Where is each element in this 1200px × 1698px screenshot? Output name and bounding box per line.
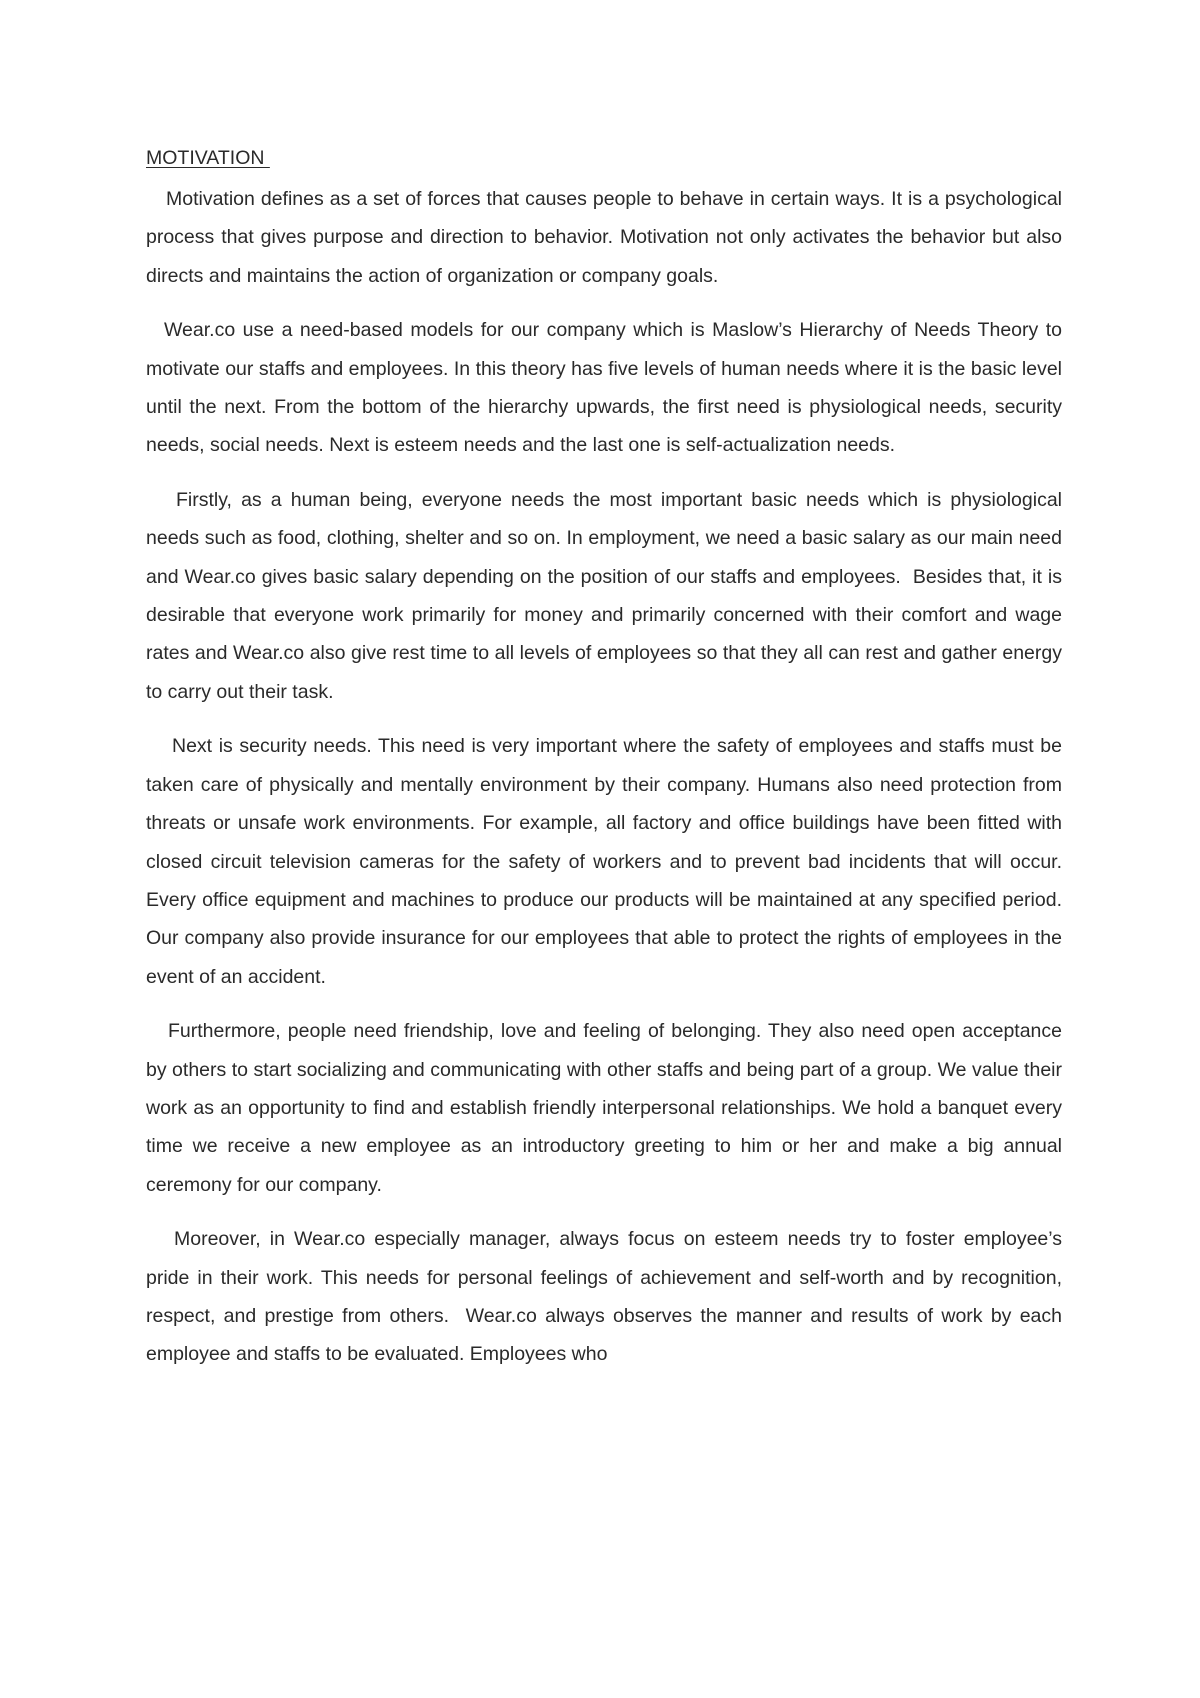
section-heading: MOTIVATION <box>146 147 270 169</box>
paragraph-motivation-definition: Motivation defines as a set of forces that causes people to behave in certain ways. It is a psychological process that gives purpose and direction to behavior. Motivation not only activates the behavior but also directs and maintains the action of organization or company goals. <box>146 188 1068 287</box>
paragraph-physiological-needs: Firstly, as a human being, everyone needs the most important basic needs which is physiological needs such as food, clothing, shelter and so on. In employment, we need a basic salary as our main need and Wear.co gives basic salary depending on the position of our staffs and employees. Besides that, it is desirable that everyone work primarily for money and primarily concerned with their comfort and wage rates and Wear.co also give rest time to all levels of employees so that they all can rest and gather energy to carry out their task. <box>146 488 1068 703</box>
paragraph-maslow-theory: Wear.co use a need-based models for our company which is Maslow’s Hierarchy of Needs Theory to motivate our staffs and employees. In this theory has five levels of human needs where it is the basic level until the next. From the bottom of the hierarchy upwards, the first need is physiological needs, security needs, social needs. Next is esteem needs and the last one is self-actualization needs. <box>146 319 1068 457</box>
paragraph-esteem-needs: Moreover, in Wear.co especially manager, always focus on esteem needs try to foster employee’s pride in their work. This needs for personal feelings of achievement and self-worth and by recognition, respect, and prestige from others. Wear.co always observes the manner and results of work by each employee and staffs to be evaluated. Employees who <box>146 1228 1068 1366</box>
paragraph-social-needs: Furthermore, people need friendship, love and feeling of belonging. They also need open acceptance by others to start socializing and communicating with other staffs and being part of a group. We value their work as an opportunity to find and establish friendly interpersonal relationships. We hold a banquet every time we receive a new employee as an introductory greeting to him or her and make a big annual ceremony for our company. <box>146 1020 1068 1196</box>
paragraph-security-needs: Next is security needs. This need is very important where the safety of employees and staffs must be taken care of physically and mentally environment by their company. Humans also need protection from threats or unsafe work environments. For example, all factory and office buildings have been fitted with closed circuit television cameras for the safety of workers and to prevent bad incidents that will occur. Every office equipment and machines to produce our products will be maintained at any specified period. Our company also provide insurance for our employees that able to protect the rights of employees in the event of an accident. <box>146 735 1068 988</box>
document-body <box>146 144 1068 1374</box>
